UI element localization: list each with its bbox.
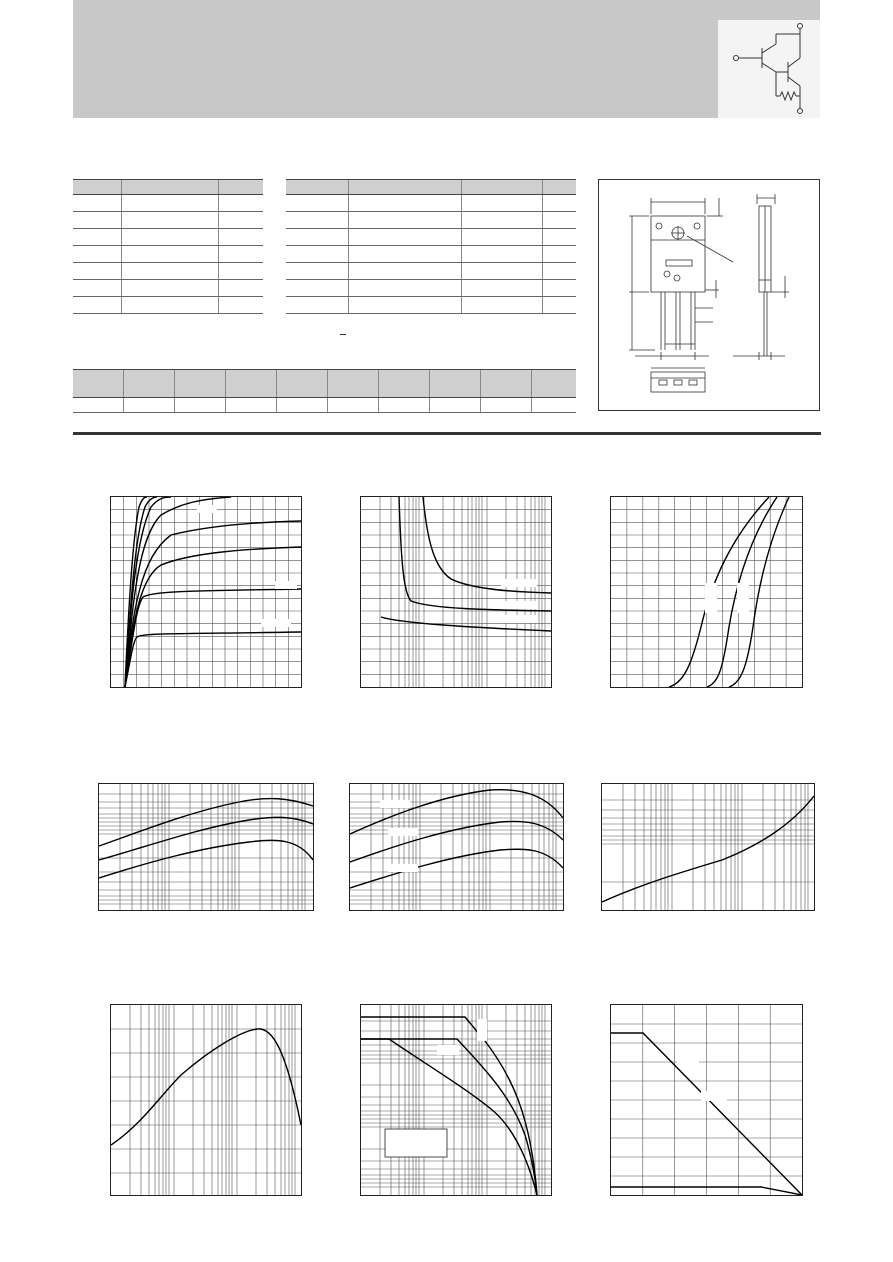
series-line: [350, 821, 563, 862]
chart-grid: [99, 784, 313, 910]
chart-grid: [602, 784, 814, 910]
hfe-ic-characteristics-chart-2: [349, 783, 564, 911]
series-line: [361, 1039, 537, 1195]
series-line: [111, 1029, 301, 1145]
ic-vce-characteristics-chart: [110, 496, 302, 688]
series-line: [602, 796, 814, 902]
vce-sat-ic-characteristics-chart: [601, 783, 815, 911]
vce-ib-characteristics-chart: [360, 496, 552, 688]
series-line: [125, 632, 301, 687]
series-line: [125, 547, 301, 687]
ic-vbe-characteristics-chart: [610, 496, 803, 688]
typical-switching-table: [73, 369, 576, 413]
header-banner: [73, 0, 820, 118]
power-derating-chart: [610, 1004, 803, 1196]
series-line: [125, 521, 301, 687]
package-outline: [598, 179, 820, 411]
chart-grid: [361, 1005, 551, 1195]
label-masks: [501, 579, 537, 623]
electrical-characteristics-table: [286, 179, 576, 314]
series-line: [350, 790, 563, 834]
section-divider: [73, 432, 821, 435]
chart-grid: [111, 1005, 301, 1195]
to-3p-full-mold-outline-icon: [599, 180, 819, 410]
hfe-ic-characteristics-chart-1: [98, 783, 314, 911]
label-masks: [615, 1057, 727, 1173]
series-line: [361, 1039, 537, 1195]
darlington-transistor-icon: [718, 20, 820, 118]
series-line: [399, 497, 551, 611]
footnote-mark: [340, 334, 346, 335]
transient-thermal-resistance-chart: [110, 1004, 302, 1196]
safe-operating-area-chart: [360, 1004, 552, 1196]
legend-box: [385, 1129, 447, 1157]
absolute-maximum-ratings-table: [73, 179, 263, 314]
series-line: [125, 589, 301, 687]
circuit-schematic: [718, 20, 820, 118]
